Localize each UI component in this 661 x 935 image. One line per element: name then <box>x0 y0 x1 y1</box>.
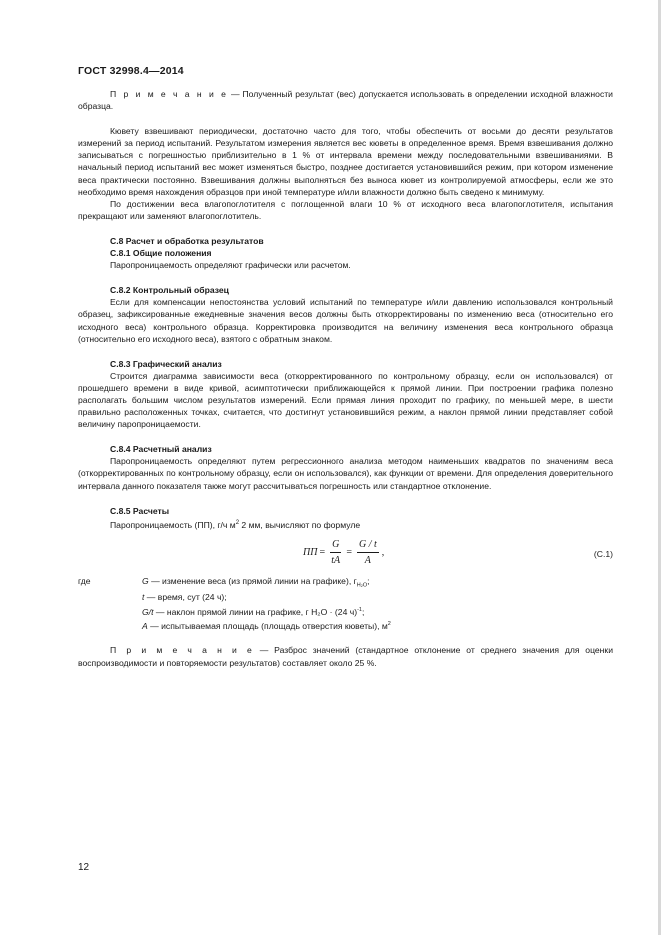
section-heading-c8: С.8 Расчет и обработка результатов <box>110 235 264 246</box>
fraction-gt-over-a: $\frac{G / t}{A}$ <box>358 538 377 566</box>
note-label: П р и м е ч а н и е <box>110 645 254 656</box>
document-header: ГОСТ 32998.4—2014 <box>78 65 184 77</box>
subsection-heading-c83: С.8.3 Графический анализ <box>110 358 222 369</box>
where-word: где <box>78 575 91 586</box>
note-text: — Полученный результат (вес) допускается использовать в определении исходной влажности образца. <box>78 89 613 112</box>
formula-block <box>78 535 613 575</box>
subsection-heading-c84: С.8.4 Расчетный анализ <box>110 444 212 455</box>
subsection-heading-c85: С.8.5 Расчеты <box>110 505 170 516</box>
paragraph-c81: Паропроницаемость определяют графически или расчетом. <box>110 260 351 271</box>
paragraph-c83: Строится диаграмма зависимости веса (откорректированного по контрольному образцу, если он использовался) от прошедшего времени в виде кривой, асимптотически приближающейся к прямой линии. При построении графика полезно располагать большим числом результатов измерений. Если прямая линия проходит по графику, по меньшей мере, в шести правильно расположенных точках, считается, что достигнут установившийся режим, а наклон прямой линии представляет собой величину паропроницаемости. <box>78 370 613 430</box>
legend-item-t: t — время, сут (24 ч); <box>142 592 227 603</box>
variable-legend <box>78 575 613 632</box>
note-label: П р и м е ч а н и е <box>110 89 229 99</box>
note-text: — Разброс значений (стандартное отклонение от среднего значения для оценки воспроизводимости и повторяемости результатов) составляет около 25 %. <box>78 645 613 668</box>
legend-item-gt: G/t — наклон прямой линии на графике, г H₂O · (24 ч)$^{-1}$; <box>142 606 365 617</box>
formula-c1: ПП = $\frac{G}{tA}$ = $\frac{G / t}{A}$ , <box>303 538 385 566</box>
note-paragraph <box>78 88 613 112</box>
document-body <box>78 88 613 669</box>
legend-item-a: A — испытываемая площадь (площадь отверстия кюветы), $м^2$ <box>142 620 391 631</box>
formula-lhs: ПП <box>303 546 318 558</box>
subsection-heading-c81: С.8.1 Общие положения <box>110 248 212 259</box>
page-number: 12 <box>78 862 90 873</box>
paragraph-weighing: Кювету взвешивают периодически, достаточно часто для того, чтобы обеспечить от восьми до десяти результатов измерений за период испытаний. Результатом измерения является вес кюветы в определенное время. Время взвешивания должно записываться с погрешностью приблизительно в 1 % от интервала времени между последовательными взвешиваниями. В начальный период испытаний вес может изменяться быстро, позднее достигается установившийся режим, при котором изменение веса практически постоянно. Взвешивания должны выполняться без выноса кювет из контролируемой атмосферы, если же это необходимо время нахождения образцов при иной температуре и/или влажности должно быть сведено к минимуму. <box>78 126 613 197</box>
note-paragraph-final <box>78 644 613 668</box>
paragraph-c82: Если для компенсации непостоянства условий испытаний по температуре и/или давлению использовался контрольный образец, зафиксированные ежедневные значения весов должны быть откорректированы по изменению веса (относительно его исходного веса) контрольного образца. Корректировка производится на величину изменения веса контрольного образца (относительно его исходного веса), взятого с обратным знаком. <box>78 297 613 344</box>
equation-number: (С.1) <box>593 548 613 559</box>
subsection-heading-c82: С.8.2 Контрольный образец <box>110 285 229 296</box>
fraction-g-over-ta: $\frac{G}{tA}$ <box>331 538 341 566</box>
paragraph-c85: Паропроницаемость (ПП), г/ч $м^2$ 2 мм, вычисляют по формуле <box>110 519 361 530</box>
legend-item-g: G — изменение веса (из прямой линии на графике), $г_{H_2O}$; <box>142 575 370 589</box>
paragraph-stop-condition: По достижении веса влагопоглотителя с поглощенной влаги 10 % от исходного веса влагопоглотителя, испытания прекращают или заменяют влагопоглотитель. <box>78 198 613 221</box>
paragraph-c84: Паропроницаемость определяют путем регрессионного анализа методом наименьших квадратов по значениям веса (откорректированных по контрольному образцу, если он использовался), как функции от времени. Для определения доверительного интервала данного показателя также могут рассчитываться погрешность или стандартное отклонение. <box>78 456 613 491</box>
